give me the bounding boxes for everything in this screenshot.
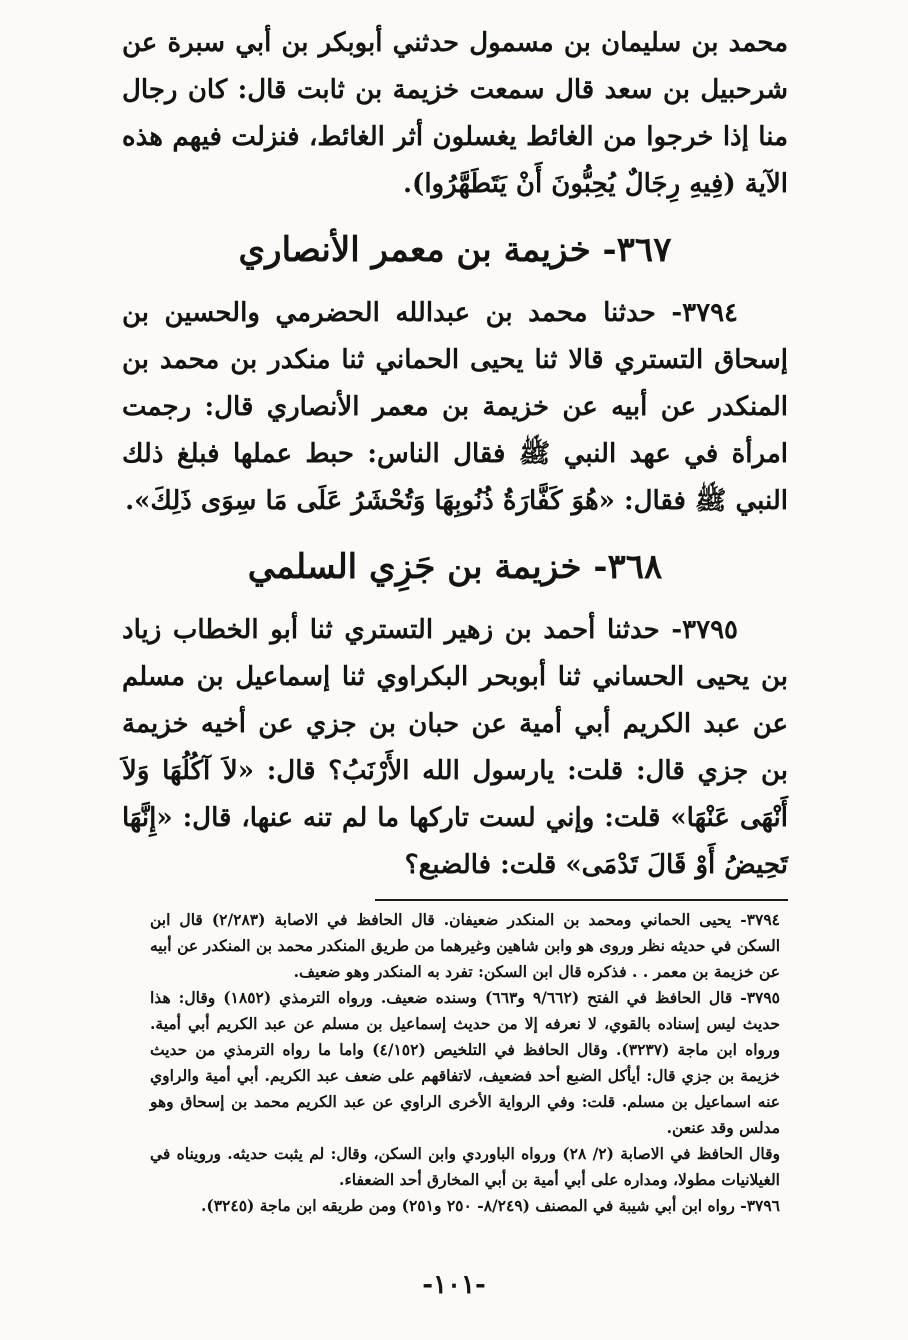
footnote-3796: ٣٧٩٦- رواه ابن أبي شيبة في المصنف (٨/٢٤٩- ٢٥٠ و٢٥١) ومن طريقه ابن ماجة (٣٢٤٥). <box>201 1196 780 1215</box>
intro-paragraph: محمد بن سليمان بن مسمول حدثني أبوبكر بن أبي سبرة عن شرحبيل بن سعد قال سمعت خزيمة بن ثابت قال: كان رجال منا إذا خرجوا من الغائط يغسلون أثر الغائط، فنزلت فيهم هذه الآية (فِيهِ رِجَالٌ يُحِبُّونَ أَنْ يَتَطَهَّرُوا). <box>122 28 788 199</box>
page-number: -١٠١- <box>422 1270 486 1300</box>
footnote-divider <box>375 899 788 901</box>
hadith-3795-paragraph: ٣٧٩٥- حدثنا أحمد بن زهير التستري ثنا أبو الخطاب زياد بن يحيى الحساني ثنا أبوبحر البكراوي ثنا إسماعيل بن مسلم عن عبد الكريم أبي أمية عن حبان بن جزي عن أخيه خزيمة بن جزي قال: قلت: يارسول الله الأَرْنَبُ؟ قال: «لاَ آكُلُهَا وَلاَ أَنْهَى عَنْهَا» قلت: وإني لست تاركها ما لم تنه عنها، قال: «إِنَّهَا تَحِيضُ أَوْ قَالَ تَدْمَى» قلت: فالضبع؟ <box>122 615 788 880</box>
footnote-3794: ٣٧٩٤- يحيى الحماني ومحمد بن المنكدر ضعيفان. قال الحافظ في الاصابة (٢/٢٨٣) قال ابن السكن في حديثه نظر وروى هو وابن شاهين وغيرهما من طريق المنكدر محمد بن المنكدر عن أبيه عن خزيمة بن معمر . . فذكره قال ابن السكن: تفرد به المنكدر وهو ضعيف. <box>150 910 780 981</box>
footnotes <box>122 907 788 1219</box>
footnote-3795: ٣٧٩٥- قال الحافظ في الفتح (٩/٦٦٢ و٦٦٣) وسنده ضعيف. ورواه الترمذي (١٨٥٢) وقال: هذا حديث ليس إسناده بالقوي، لا نعرفه إلا من حديث إسماعيل بن مسلم عن عبد الكريم أبي أمية. ورواه ابن ماجة (٣٢٣٧). وقال الحافظ في التلخيص (٤/١٥٢) واما ما رواه الترمذي من حديث خزيمة بن جزي قال: أيأكل الضبع أحد فضعيف، لاتفاقهم على ضعف عبد الكريم. أبي أمية والراوي عنه اسماعيل بن مسلم. قلت: وفي الرواية الأخرى الراوي عن عبد الكريم محمد بن إسحاق وهو مدلس وقد عنعن. <box>150 988 781 1137</box>
section-heading-367: ٣٦٧- خزيمة بن معمر الأنصاري <box>238 230 672 270</box>
section-heading-368: ٣٦٨- خزيمة بن جَزِي السلمي <box>247 547 663 587</box>
hadith-3794-paragraph: ٣٧٩٤- حدثنا محمد بن عبدالله الحضرمي والحسين بن إسحاق التستري قالا ثنا يحيى الحماني ثنا منكدر بن محمد بن المنكدر عن أبيه عن خزيمة بن معمر الأنصاري قال: رجمت امرأة في عهد النبي ﷺ فقال الناس: حبط عملها فبلغ ذلك النبي ﷺ فقال: «هُوَ كَفَّارَةُ ذُنُوبِهَا وَتُحْشَرُ عَلَى مَا سِوَى ذَلِكَ». <box>122 298 788 516</box>
footnote-3795-continued: وقال الحافظ في الاصابة (٢/ ٢٨) ورواه الباوردي وابن السكن، وقال: لم يثبت حديثه. ورويناه في الغيلانيات مطولا، ومداره على أبي أمية بن أبي المخارق أحد الضعفاء. <box>150 1144 780 1189</box>
main-text <box>122 20 788 889</box>
